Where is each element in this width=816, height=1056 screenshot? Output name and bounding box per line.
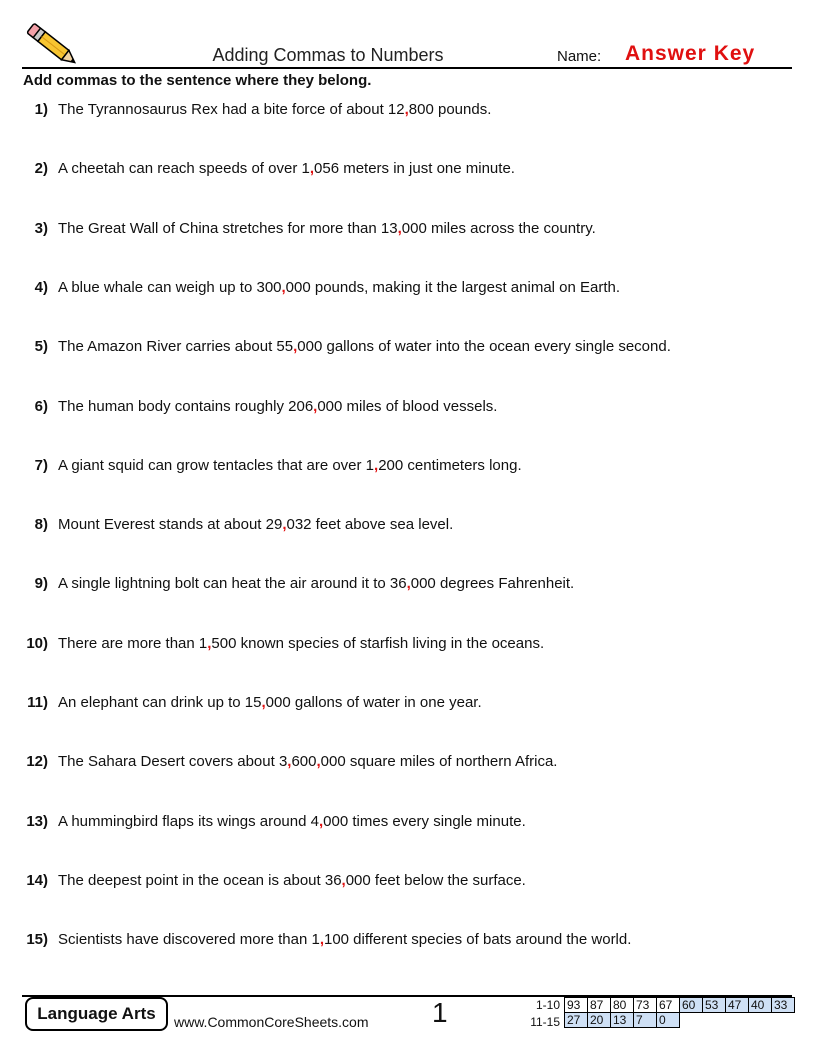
answer-comma: ,	[316, 753, 321, 770]
question-text	[58, 220, 596, 237]
question-number: 6)	[34, 398, 48, 415]
sentence-part: The Amazon River carries about 55	[58, 338, 294, 355]
sentence-part: 000 times every single minute.	[323, 813, 526, 830]
sentence-part: 600	[291, 753, 317, 770]
worksheet-title: Adding Commas to Numbers	[212, 45, 444, 65]
answer-comma: ,	[207, 635, 212, 652]
sentence-part: A single lightning bolt can heat the air around it to 36	[58, 575, 407, 592]
answer-comma: ,	[281, 279, 286, 296]
question-text	[58, 279, 620, 296]
question-number: 5)	[34, 338, 48, 355]
sentence-part: The Tyrannosaurus Rex had a bite force of about 12	[58, 101, 405, 118]
score-row-label: 1-10	[535, 998, 560, 1012]
question-number: 3)	[34, 220, 48, 237]
answer-comma: ,	[404, 101, 409, 118]
score-cell: 40	[749, 998, 772, 1013]
question-number: 1)	[34, 101, 48, 118]
question-number: 4)	[34, 279, 48, 296]
question-number: 14)	[26, 872, 48, 889]
score-cell: 13	[611, 1013, 634, 1028]
score-cell: 87	[588, 998, 611, 1013]
sentence-part: 000 gallons of water in one year.	[265, 694, 482, 711]
question-text	[58, 101, 491, 118]
question-number: 7)	[34, 457, 48, 474]
question-number: 12)	[26, 753, 48, 770]
question-text	[58, 872, 526, 889]
sentence-part: 000 square miles of northern Africa.	[320, 753, 558, 770]
sentence-part: An elephant can drink up to 15	[58, 694, 262, 711]
answer-comma: ,	[287, 753, 292, 770]
question-text	[58, 160, 515, 177]
score-cell: 33	[772, 998, 795, 1013]
sentence-part: 000 degrees Fahrenheit.	[410, 575, 575, 592]
sentence-part: 032 feet above sea level.	[286, 516, 454, 533]
question-number: 13)	[26, 813, 48, 830]
sentence-part: Mount Everest stands at about 29	[58, 516, 283, 533]
sentence-part: 100 different species of bats around the world.	[323, 931, 632, 948]
score-cell: 73	[634, 998, 657, 1013]
sentence-part: The Sahara Desert covers about 3	[58, 753, 288, 770]
score-table	[564, 997, 795, 1028]
sentence-part: A cheetah can reach speeds of over 1	[58, 160, 310, 177]
answer-comma: ,	[293, 338, 298, 355]
sentence-part: 800 pounds.	[408, 101, 492, 118]
sentence-part: The deepest point in the ocean is about 36	[58, 872, 342, 889]
question-text	[58, 575, 574, 592]
score-cell: 53	[703, 998, 726, 1013]
answer-comma: ,	[406, 575, 411, 592]
instructions: Add commas to the sentence where they belong.	[23, 72, 372, 89]
sentence-part: 000 miles across the country.	[401, 220, 596, 237]
sentence-part: The human body contains roughly 206	[58, 398, 314, 415]
question-text	[58, 694, 482, 711]
sentence-part: 000 miles of blood vessels.	[317, 398, 498, 415]
sentence-part: Scientists have discovered more than 1	[58, 931, 320, 948]
question-number: 15)	[26, 931, 48, 948]
answer-comma: ,	[318, 813, 324, 830]
score-cell: 80	[611, 998, 634, 1013]
answer-comma: ,	[313, 398, 318, 415]
question-number: 10)	[26, 635, 48, 652]
question-text	[58, 457, 522, 474]
question-text	[58, 398, 497, 415]
website-link[interactable]: www.CommonCoreSheets.com	[174, 1014, 369, 1030]
score-cell: 7	[634, 1013, 657, 1028]
score-cell: 67	[657, 998, 680, 1013]
sentence-part: 200 centimeters long.	[378, 457, 522, 474]
sentence-part: 000 pounds, making it the largest animal on Earth.	[285, 279, 621, 296]
question-text	[58, 338, 671, 355]
question-text	[58, 813, 526, 830]
answer-key-label: Answer Key	[625, 42, 756, 65]
answer-comma: ,	[397, 220, 402, 237]
brand-badge: Language Arts	[25, 997, 168, 1031]
name-label: Name:	[557, 48, 602, 65]
sentence-part: 056 meters in just one minute.	[314, 160, 515, 177]
answer-comma: ,	[374, 457, 379, 474]
question-number: 8)	[34, 516, 48, 533]
question-text	[58, 753, 557, 770]
page-number: 1	[432, 997, 448, 1028]
answer-comma: ,	[341, 872, 346, 889]
sentence-part: 500 known species of starfish living in the oceans.	[211, 635, 545, 652]
sentence-part: A giant squid can grow tentacles that are over 1	[58, 457, 375, 474]
sentence-part: The Great Wall of China stretches for more than 13	[58, 220, 398, 237]
answer-comma: ,	[319, 931, 324, 948]
sentence-part: 000 gallons of water into the ocean every single second.	[297, 338, 671, 355]
answer-comma: ,	[261, 694, 266, 711]
header-divider	[22, 67, 792, 69]
sentence-part: A blue whale can weigh up to 300	[58, 279, 282, 296]
question-number: 2)	[34, 160, 48, 177]
sentence-part: A hummingbird flaps its wings around 4	[58, 813, 319, 830]
question-text	[58, 931, 631, 948]
score-cell: 60	[680, 998, 703, 1013]
score-cell: 0	[657, 1013, 680, 1028]
question-number: 11)	[27, 694, 48, 711]
sentence-part: 000 feet below the surface.	[345, 872, 526, 889]
answer-comma: ,	[309, 160, 315, 177]
sentence-part: There are more than 1	[58, 635, 208, 652]
question-text	[58, 516, 453, 533]
score-cell: 20	[588, 1013, 611, 1028]
answer-comma: ,	[282, 516, 287, 533]
question-number: 9)	[34, 575, 48, 592]
score-cell: 93	[565, 998, 588, 1013]
score-row-label: 11-15	[530, 1015, 560, 1029]
score-cell: 47	[726, 998, 749, 1013]
score-cell: 27	[565, 1013, 588, 1028]
question-text	[58, 635, 544, 652]
